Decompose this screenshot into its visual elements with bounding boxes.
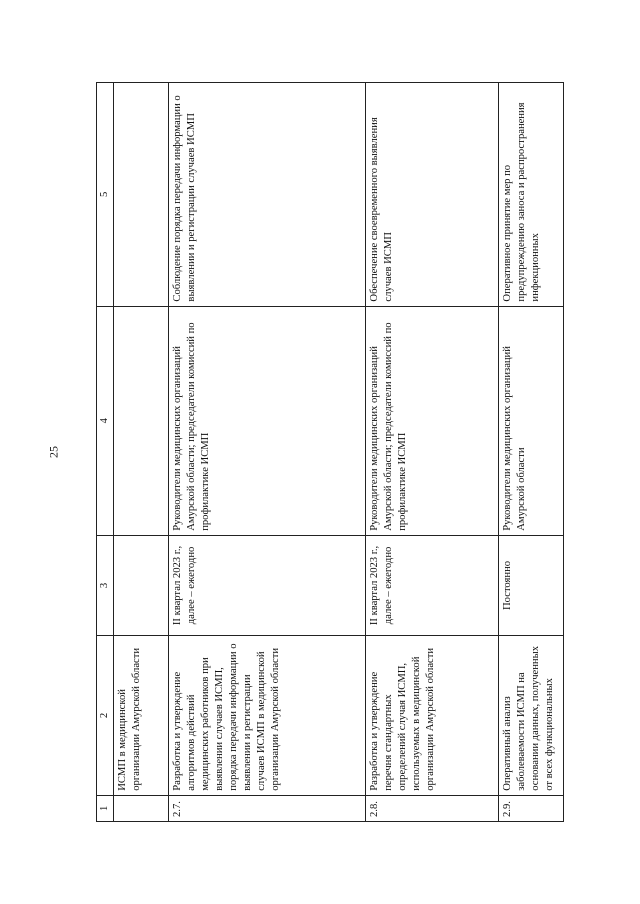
- activity-cell: ИСМП в медицинской организации Амурской области: [113, 636, 168, 796]
- deadline-cell: II квартал 2023 г., далее – ежегодно: [365, 535, 498, 635]
- result-cell: Соблюдение порядка передачи информации о выявлении и регистрации случаев ИСМП: [168, 83, 365, 307]
- rotated-table-container: [96, 82, 555, 822]
- row-number: 2.9.: [498, 795, 563, 821]
- deadline-cell: [113, 535, 168, 635]
- header-cell-1: 1: [97, 795, 114, 821]
- deadline-cell: Постоянно: [498, 535, 563, 635]
- table-row: [113, 83, 168, 822]
- activity-cell: Разработка и утверждение алгоритмов действий медицинских работников при выявлении случаев ИСМП, порядка передачи информации о выявлении и регистрации случаев ИСМП в медицинской организации Амурской области: [168, 636, 365, 796]
- header-cell-2: 2: [97, 636, 114, 796]
- page-number: 25: [46, 446, 61, 458]
- activity-cell: Оперативный анализ заболеваемости ИСМП на основании данных, полученных от всех функциональных: [498, 636, 563, 796]
- header-cell-3: 3: [97, 535, 114, 635]
- header-cell-5: 5: [97, 83, 114, 307]
- responsible-cell: [113, 306, 168, 535]
- responsible-cell: Руководители медицинских организаций Амурской области; председатели комиссий по профилактике ИСМП: [168, 306, 365, 535]
- header-cell-4: 4: [97, 306, 114, 535]
- table-row: [168, 83, 365, 822]
- result-cell: Оперативное принятие мер по предупреждению заноса и распространения инфекционных: [498, 83, 563, 307]
- row-number: 2.8.: [365, 795, 498, 821]
- activity-cell: Разработка и утверждение перечня стандартных определений случая ИСМП, используемых в медицинской организации Амурской области: [365, 636, 498, 796]
- responsible-cell: Руководители медицинских организаций Амурской области: [498, 306, 563, 535]
- plan-table: [96, 82, 564, 822]
- result-cell: Обеспечение своевременного выявления случаев ИСМП: [365, 83, 498, 307]
- result-cell: [113, 83, 168, 307]
- responsible-cell: Руководители медицинских организаций Амурской области; председатели комиссий по профилактике ИСМП: [365, 306, 498, 535]
- header-row: [97, 83, 114, 822]
- deadline-cell: II квартал 2023 г., далее – ежегодно: [168, 535, 365, 635]
- table-row: [365, 83, 498, 822]
- row-number: [113, 795, 168, 821]
- table-row: [498, 83, 563, 822]
- row-number: 2.7.: [168, 795, 365, 821]
